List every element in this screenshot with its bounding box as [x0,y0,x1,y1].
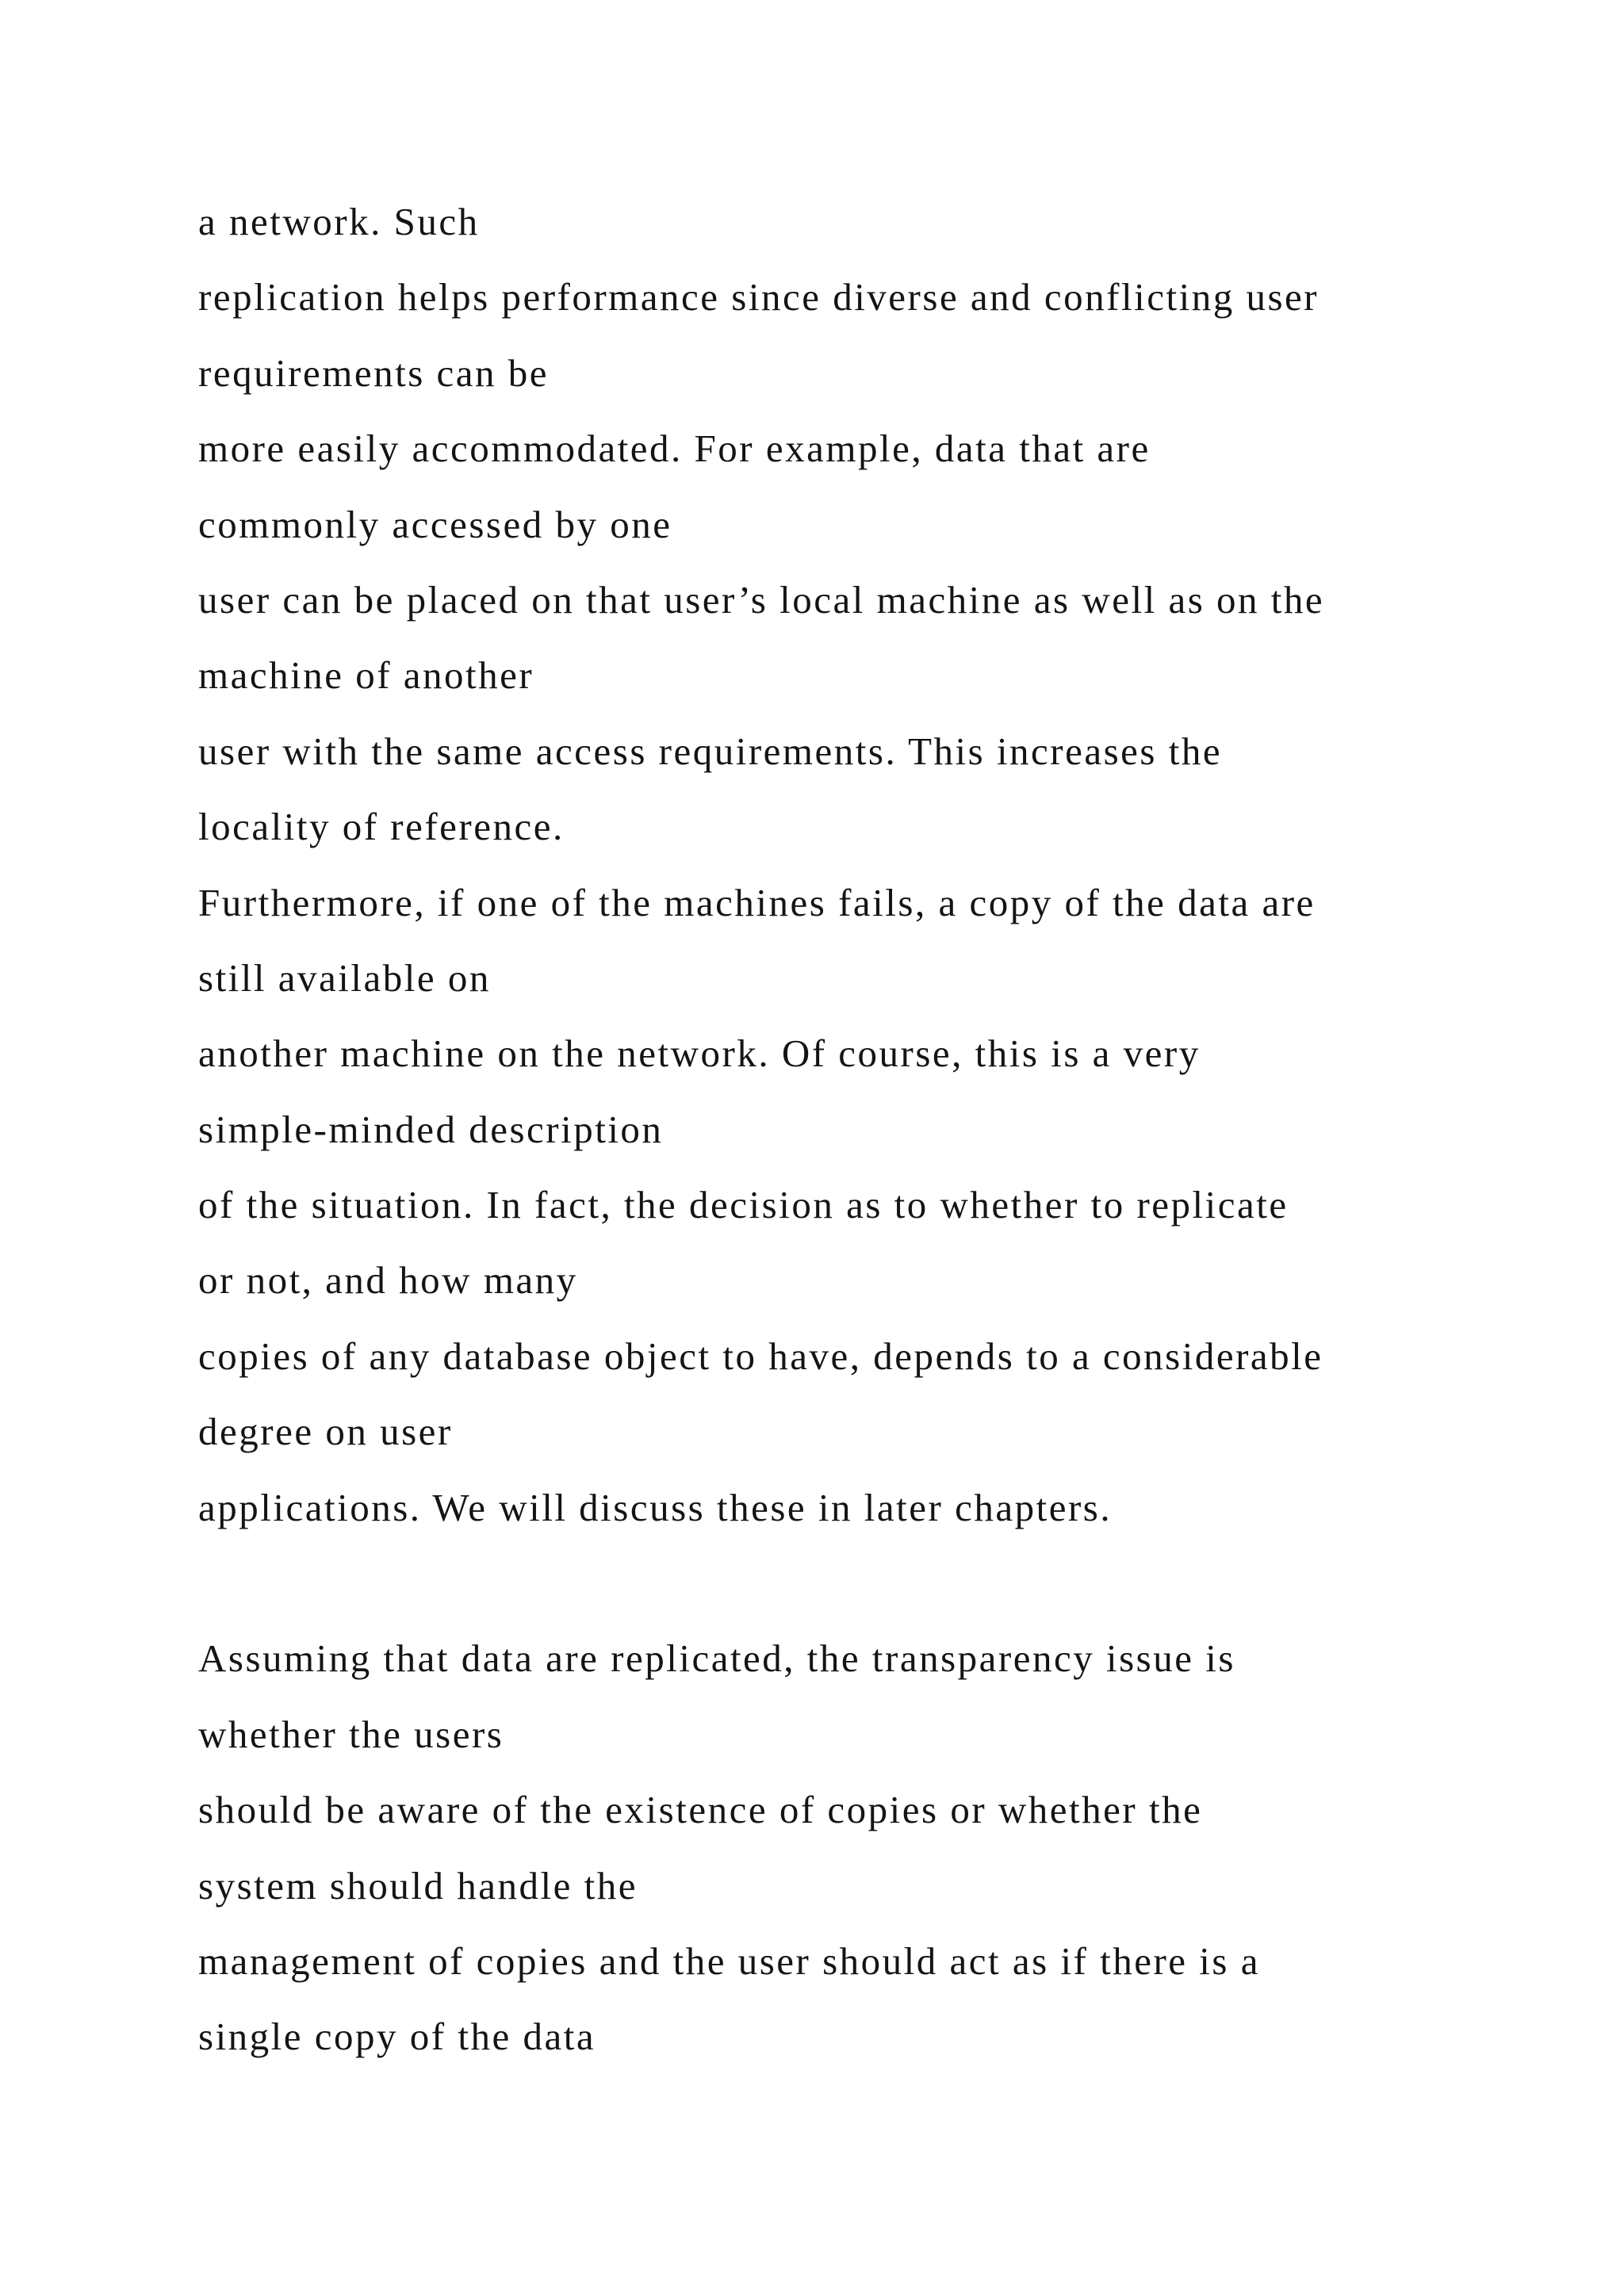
paragraph-spacer [198,1545,1562,1621]
text-line: user can be placed on that user’s local machine as well as on the [198,577,1325,622]
document-body [198,184,1562,2075]
text-line: applications. We will discuss these in later chapters. [198,1485,1113,1529]
text-line: Assuming that data are replicated, the transparency issue is [198,1636,1235,1681]
text-line: requirements can be [198,350,550,395]
text-line: more easily accommodated. For example, data that are [198,427,1151,471]
text-line: still available on [198,955,491,1000]
text-line: degree on user [198,1410,453,1454]
text-line: locality of reference. [198,805,565,849]
text-line: user with the same access requirements. This increases the [198,729,1223,773]
text-line: single copy of the data [198,2015,596,2059]
text-line: a network. Such [198,200,480,243]
text-line: copies of any database object to have, depends to a considerable [198,1334,1323,1378]
text-line: management of copies and the user should act as if there is a [198,1938,1260,1983]
text-line: machine of another [198,653,534,698]
text-line: system should handle the [198,1863,638,1908]
text-line: another machine on the network. Of course, this is a very [198,1031,1201,1076]
text-line: of the situation. In fact, the decision as to whether to replicate [198,1183,1289,1227]
text-line: or not, and how many [198,1258,578,1303]
text-line: whether the users [198,1712,504,1756]
text-line: simple-minded description [198,1107,664,1151]
text-line: replication helps performance since diverse and conflicting user [198,275,1320,320]
text-line: should be aware of the existence of copies or whether the [198,1788,1203,1832]
text-line: Furthermore, if one of the machines fails, a copy of the data are [198,880,1316,924]
paragraph-2 [198,1621,1562,2074]
text-line: commonly accessed by one [198,502,672,546]
paragraph-1 [198,184,1562,1545]
